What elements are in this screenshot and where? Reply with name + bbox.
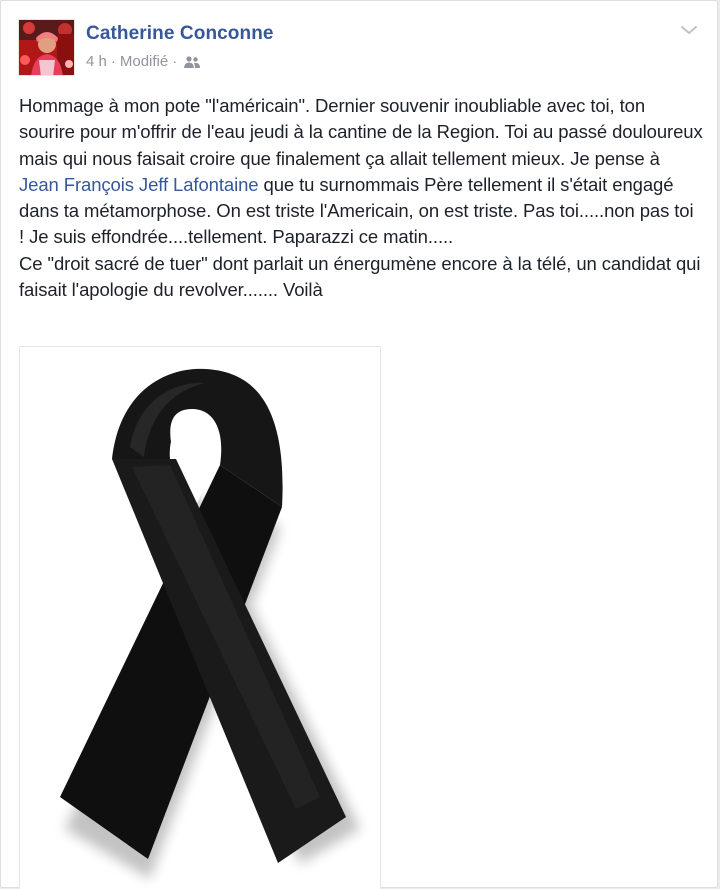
author-name[interactable]: Catherine Conconne	[86, 23, 274, 44]
post-text	[19, 93, 703, 303]
post-meta	[86, 53, 201, 70]
chevron-down-icon[interactable]	[679, 23, 699, 37]
mention-link[interactable]: Jean François Jeff Lafontaine	[19, 173, 259, 195]
post-time[interactable]: 4 h	[86, 53, 107, 70]
avatar-image	[19, 20, 75, 76]
avatar[interactable]	[18, 19, 75, 76]
post-header	[18, 19, 705, 79]
post-paragraph: Ce "droit sacré de tuer" dont parlait un énergumène encore à la télé, un candidat qui faisait l'apologie du revolver....... Voilà	[19, 252, 701, 301]
meta-separator: ·	[110, 53, 116, 70]
post-text-part2: que tu surnommais Père tellement il s'était engagé dans ta métamorphose. On est triste l'Americain, on est triste. Pas toi.....non pas toi ! Je suis effondrée....tellement. Paparazzi ce matin.....	[19, 173, 694, 248]
mourning-ribbon-image	[20, 347, 381, 889]
post-photo[interactable]	[19, 346, 381, 889]
post-paragraph	[19, 93, 703, 251]
friends-icon[interactable]	[183, 55, 201, 69]
meta-separator: ·	[172, 53, 178, 70]
post-text-part1: Hommage à mon pote "l'américain". Dernier souvenir inoubliable avec toi, ton sourire pour m'offrir de l'eau jeudi à la cantine de la Region. Toi au passé douloureux mais qui nous faisait croire que finalement ça allait tellement mieux. Je pense à	[19, 95, 703, 169]
edited-label[interactable]: Modifié	[119, 53, 169, 70]
